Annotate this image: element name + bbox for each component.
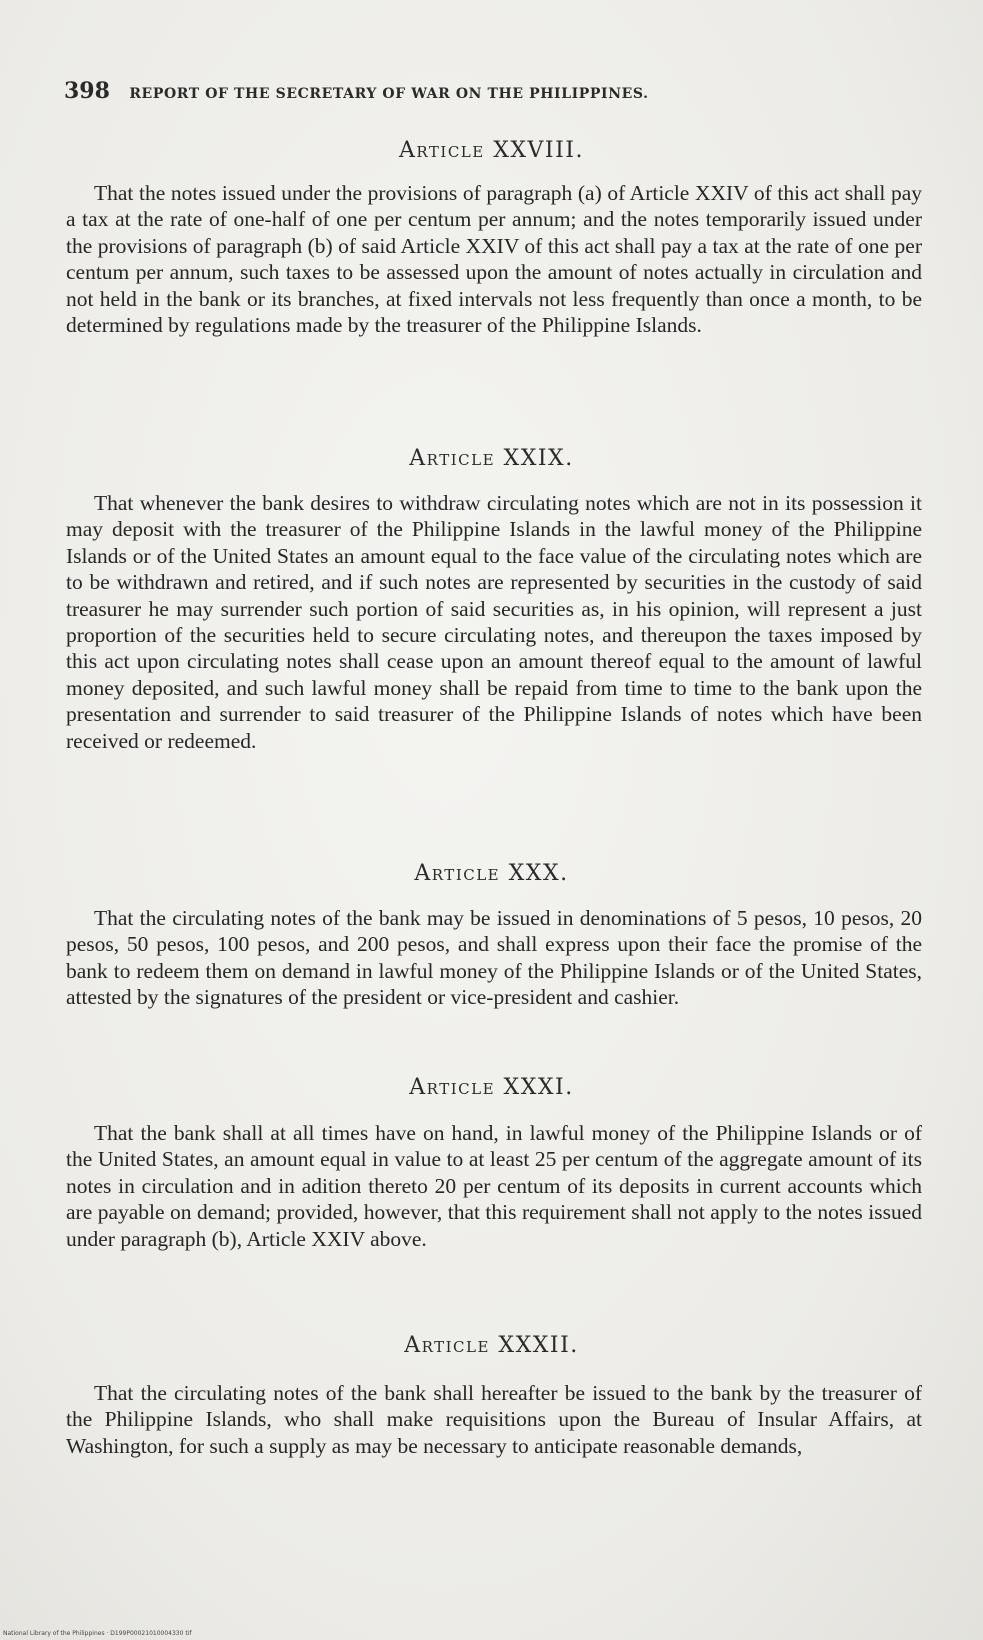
article-heading: Article XXIX.	[409, 446, 574, 471]
page-header	[64, 78, 924, 104]
article-heading: Article XXVIII.	[398, 138, 584, 163]
article-paragraph: That the notes issued under the provisions of paragraph (a) of Article XXIV of this act shall pay a tax at the rate of one-half of one per centum per annum; and the notes temporarily issued under the provisions of paragraph (b) of said Article XXIV of this act shall pay a tax at the rate of one per centum per annum, such taxes to be assessed upon the amount of notes actually in circulation and not held in the bank or its branches, at fixed intervals not less frequently than once a month, to be determined by regulations made by the treasurer of the Philippine Islands.	[66, 181, 922, 338]
article-paragraph: That whenever the bank desires to withdraw circulating notes which are not in its possession it may deposit with the treasurer of the Philippine Islands in the lawful money of the Philippine Islands or of the United States an amount equal to the face value of the circulating notes which are to be withdrawn and retired, and if such notes are represented by securities in the custody of said treasurer he may surrender such portion of said securities as, in his opinion, will represent a just proportion of the securities held to secure circulating notes, and thereupon the taxes imposed by this act upon circulating notes shall cease upon an amount thereof equal to the amount of lawful money deposited, and such lawful money shall be repaid from time to time to the bank upon the presentation and surrender to said treasurer of the Philippine Islands of notes which have been received or redeemed.	[66, 491, 922, 753]
article-heading: Article XXXI.	[409, 1075, 574, 1100]
article-paragraph: That the circulating notes of the bank may be issued in denominations of 5 pesos, 10 pesos, 20 pesos, 50 pesos, 100 pesos, and 200 pesos, and shall express upon their face the promise of the bank to redeem them on demand in lawful money of the Philippine Islands or of the United States, attested by the signatures of the president or vice-president and cashier.	[66, 906, 922, 1010]
footer-credit: National Library of the Philippines · D199P00021010004330 tif	[3, 1630, 192, 1637]
article-paragraph: That the circulating notes of the bank shall hereafter be issued to the bank by the treasurer of the Philippine Islands, who shall make requisitions upon the Bureau of Insular Affairs, at Washington, for such a supply as may be necessary to anticipate reasonable demands,	[66, 1381, 922, 1458]
running-title: REPORT OF THE SECRETARY OF WAR ON THE PHILIPPINES.	[129, 86, 649, 102]
article-heading: Article XXXII.	[404, 1333, 579, 1358]
article-heading: Article XXX.	[414, 861, 569, 886]
article-paragraph: That the bank shall at all times have on hand, in lawful money of the Philippine Islands or of the United States, an amount equal in value to at least 25 per centum of the aggregate amount of its notes in circulation and in adition thereto 20 per centum of its deposits in current accounts which are payable on demand; provided, however, that this requirement shall not apply to the notes issued under paragraph (b), Article XXIV above.	[66, 1121, 922, 1251]
page-number: 398	[64, 78, 110, 104]
